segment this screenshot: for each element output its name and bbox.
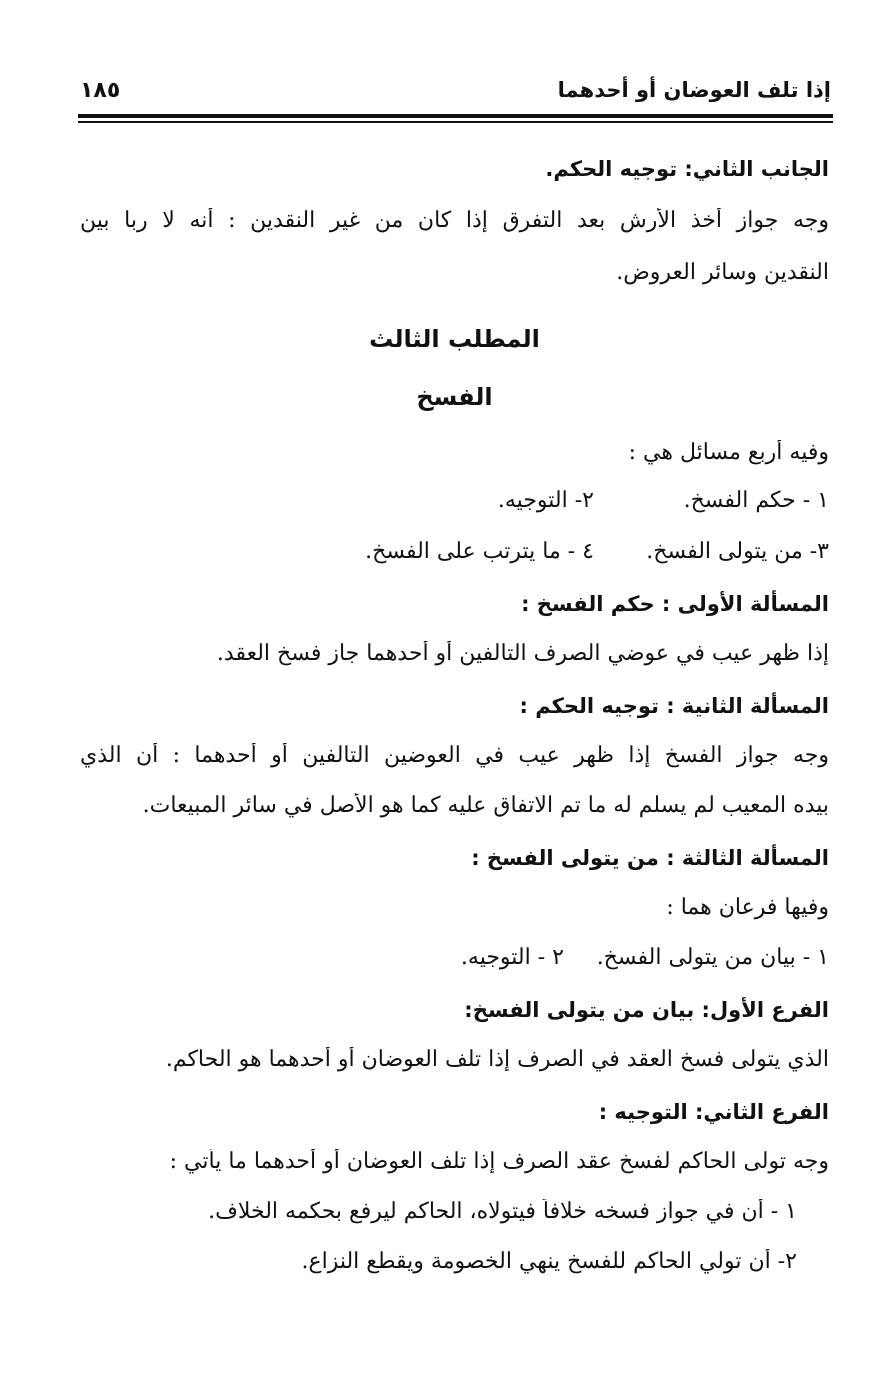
- list-item: ٣- من يتولى الفسخ.: [646, 539, 829, 564]
- paragraph-line: وجه جواز الفسخ إذا ظهر عيب في العوضين التالفين أو أحدهما : أن الذي: [80, 743, 829, 768]
- running-title: إذا تلف العوضان أو أحدهما: [557, 78, 831, 102]
- list-item: ٢ - التوجيه.: [460, 945, 564, 970]
- page-number: ١٨٥: [80, 78, 121, 103]
- section-title: المطلب الثالث: [369, 325, 540, 353]
- branch-heading: الفرع الأول: بيان من يتولى الفسخ:: [464, 998, 829, 1022]
- question-heading: المسألة الثالثة : من يتولى الفسخ :: [471, 846, 829, 870]
- section-subtitle: الفسخ: [416, 383, 493, 411]
- paragraph-line: النقدين وسائر العروض.: [616, 260, 829, 285]
- page-content: [80, 150, 829, 1275]
- paragraph-line: وفيها فرعان هما :: [666, 895, 829, 920]
- list-item: ١ - حكم الفسخ.: [683, 488, 829, 513]
- paragraph-line: إذا ظهر عيب في عوضي الصرف التالفين أو أحدهما جاز فسخ العقد.: [216, 641, 829, 666]
- question-heading: المسألة الثانية : توجيه الحكم :: [519, 694, 829, 718]
- list-item: ١ - أن في جواز فسخه خلافاً فيتولاه، الحاكم ليرفع بحكمه الخلاف.: [208, 1199, 797, 1224]
- header-rule-thick: [78, 114, 833, 118]
- branch-heading: الفرع الثاني: التوجيه :: [598, 1100, 829, 1124]
- question-heading: المسألة الأولى : حكم الفسخ :: [521, 592, 829, 616]
- header-rule-thin: [78, 121, 833, 123]
- paragraph-line: بيده المعيب لم يسلم له ما تم الاتفاق عليه كما هو الأصل في سائر المبيعات.: [142, 793, 829, 818]
- paragraph-line: وجه جواز أخذ الأرش بعد التفرق إذا كان من غير النقدين : أنه لا ربا بين: [80, 208, 829, 233]
- page-header: [80, 78, 831, 112]
- list-item: ٢- التوجيه.: [497, 488, 594, 513]
- list-item: ٤ - ما يترتب على الفسخ.: [365, 539, 594, 564]
- paragraph-line: وجه تولى الحاكم لفسخ عقد الصرف إذا تلف العوضان أو أحدهما ما يأتي :: [169, 1149, 829, 1174]
- list-row: [80, 945, 829, 971]
- list-row: [80, 539, 829, 565]
- list-row: [80, 488, 829, 514]
- list-item: ١ - بيان من يتولى الفسخ.: [596, 945, 829, 970]
- paragraph-line: الذي يتولى فسخ العقد في الصرف إذا تلف العوضان أو أحدهما هو الحاكم.: [165, 1047, 829, 1072]
- list-item: ٢- أن تولي الحاكم للفسخ ينهي الخصومة ويقطع النزاع.: [301, 1249, 797, 1274]
- aspect-heading: الجانب الثاني: توجيه الحكم.: [545, 157, 829, 181]
- intro-text: وفيه أربع مسائل هي :: [628, 440, 829, 465]
